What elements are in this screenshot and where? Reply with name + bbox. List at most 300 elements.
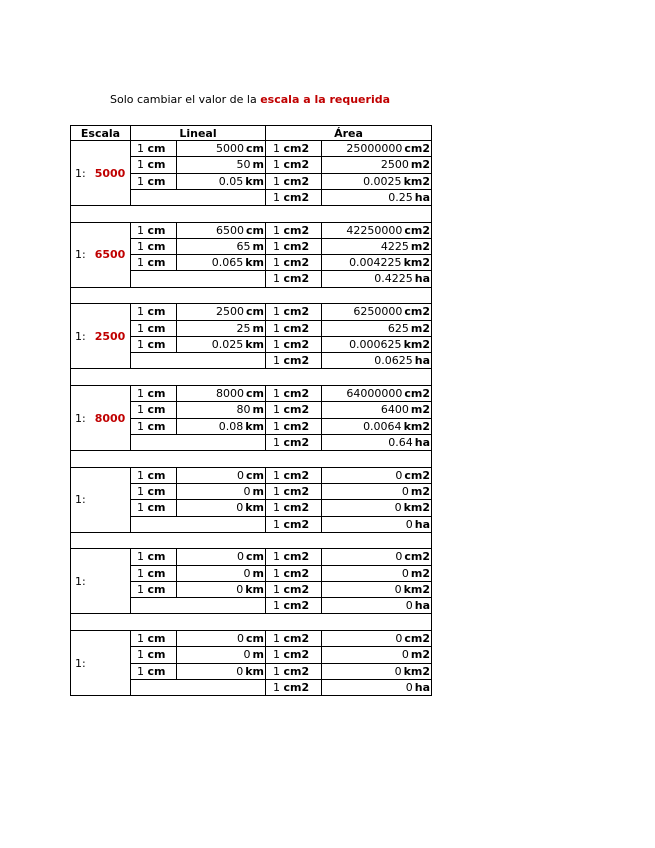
one-label: 1 — [273, 354, 280, 368]
scale-prefix: 1: — [75, 329, 86, 343]
lineal-row-km — [131, 255, 265, 271]
unit-m2-label: m2 — [410, 566, 430, 580]
unit-cm-label: cm — [147, 305, 166, 319]
unit-cm2-label: cm2 — [404, 305, 430, 319]
area-row-ha — [266, 680, 431, 696]
area-row-ha — [266, 517, 431, 533]
area-value-m2[interactable]: 6400 — [380, 403, 409, 417]
lineal-value-m[interactable]: 65 — [236, 239, 251, 253]
unit-cm-label: cm — [147, 387, 166, 401]
area-row-km2 — [266, 419, 431, 435]
unit-cm2-label: cm2 — [283, 435, 310, 449]
area-row-ha — [266, 598, 431, 614]
area-section — [266, 549, 431, 613]
unit-cm2-label: cm2 — [404, 632, 430, 646]
lineal-value-m[interactable]: 80 — [236, 403, 251, 417]
one-label: 1 — [273, 517, 280, 531]
one-label: 1 — [137, 403, 144, 417]
lineal-value-m[interactable]: 0 — [243, 485, 251, 498]
scale-value[interactable]: 6500 — [94, 248, 126, 262]
unit-km-label: km — [245, 582, 264, 596]
header-escala: Escala — [71, 126, 131, 140]
unit-km-label: km — [245, 664, 264, 678]
lineal-row-cm — [131, 304, 265, 320]
unit-cm-label: cm — [147, 158, 166, 172]
lineal-empty-row — [131, 517, 265, 533]
area-value-ha[interactable]: 0.64 — [388, 435, 413, 449]
one-label: 1 — [273, 468, 280, 482]
scale-block — [70, 386, 432, 451]
area-row-m2 — [266, 647, 431, 663]
scale-prefix: 1: — [75, 574, 86, 588]
area-row-km2 — [266, 500, 431, 516]
unit-cm-label: cm — [147, 239, 166, 253]
unit-m-label: m — [252, 158, 264, 172]
scale-cell[interactable] — [71, 223, 131, 287]
lineal-row-cm — [131, 223, 265, 239]
unit-ha-label: ha — [414, 354, 430, 368]
one-label: 1 — [137, 142, 144, 155]
unit-cm-label: cm — [147, 256, 166, 270]
header-area: Área — [334, 126, 363, 140]
one-label: 1 — [137, 582, 144, 596]
unit-km2-label: km2 — [403, 501, 430, 515]
area-value-m2[interactable]: 0 — [401, 485, 409, 498]
one-label: 1 — [137, 223, 144, 237]
unit-m2-label: m2 — [410, 239, 430, 253]
one-label: 1 — [273, 599, 280, 613]
area-section — [266, 223, 431, 287]
block-separator — [70, 369, 432, 386]
area-row-km2 — [266, 337, 431, 353]
unit-cm2-label: cm2 — [283, 354, 310, 368]
one-label: 1 — [273, 174, 280, 188]
block-separator — [70, 288, 432, 305]
unit-cm-label: cm — [147, 321, 166, 335]
unit-cm-label: cm — [147, 419, 166, 433]
scale-prefix: 1: — [75, 411, 86, 425]
one-label: 1 — [273, 403, 280, 417]
one-label: 1 — [273, 223, 280, 237]
unit-m-label: m — [252, 566, 264, 580]
one-label: 1 — [273, 305, 280, 319]
unit-km2-label: km2 — [403, 664, 430, 678]
area-value-cm2[interactable]: 64000000 — [346, 387, 403, 401]
unit-cm-label: cm — [147, 550, 166, 564]
area-value-km2[interactable]: 0.0064 — [363, 419, 402, 433]
area-value-m2[interactable]: 0 — [401, 648, 409, 662]
area-value-ha[interactable]: 0 — [405, 599, 413, 613]
area-section — [266, 141, 431, 205]
scale-cell[interactable] — [71, 304, 131, 368]
lineal-row-m — [131, 647, 265, 663]
block-separator — [70, 614, 432, 631]
unit-cm2-label: cm2 — [283, 142, 310, 155]
unit-cm-label: cm — [147, 632, 166, 646]
area-value-cm2[interactable]: 0 — [395, 550, 403, 564]
unit-cm2-label: cm2 — [404, 223, 430, 237]
lineal-section — [131, 386, 266, 450]
lineal-row-m — [131, 402, 265, 418]
lineal-row-cm — [131, 468, 265, 484]
unit-cm2-label: cm2 — [283, 239, 310, 253]
area-row-cm2 — [266, 631, 431, 647]
area-value-ha[interactable]: 0 — [405, 680, 413, 694]
lineal-value-cm[interactable]: 6500 — [216, 223, 245, 237]
lineal-section — [131, 141, 266, 205]
unit-cm2-label: cm2 — [283, 468, 310, 482]
unit-cm-label: cm — [246, 142, 264, 155]
lineal-row-km — [131, 582, 265, 598]
lineal-row-m — [131, 157, 265, 173]
scale-prefix: 1: — [75, 166, 86, 180]
scale-value[interactable]: 5000 — [94, 166, 126, 180]
instruction-text — [110, 93, 390, 106]
area-value-cm2[interactable]: 6250000 — [353, 305, 403, 319]
lineal-value-m[interactable]: 50 — [236, 158, 251, 172]
unit-cm2-label: cm2 — [283, 550, 310, 564]
one-label: 1 — [137, 174, 144, 188]
one-label: 1 — [137, 566, 144, 580]
lineal-value-cm[interactable]: 2500 — [216, 305, 245, 319]
area-value-cm2[interactable]: 0 — [395, 632, 403, 646]
unit-cm2-label: cm2 — [283, 517, 310, 531]
lineal-section — [131, 549, 266, 613]
scale-block — [70, 549, 432, 614]
area-row-cm2 — [266, 386, 431, 402]
one-label: 1 — [273, 632, 280, 646]
lineal-value-m[interactable]: 25 — [236, 321, 251, 335]
area-row-m2 — [266, 566, 431, 582]
lineal-value-cm[interactable]: 8000 — [216, 387, 245, 401]
lineal-value-km[interactable]: 0 — [236, 582, 244, 596]
unit-cm-label: cm — [147, 501, 166, 515]
unit-m2-label: m2 — [410, 321, 430, 335]
area-value-cm2[interactable]: 25000000 — [346, 142, 403, 155]
unit-km2-label: km2 — [403, 582, 430, 596]
lineal-empty-row — [131, 598, 265, 614]
area-section — [266, 631, 431, 695]
unit-cm2-label: cm2 — [283, 305, 310, 319]
unit-cm2-label: cm2 — [283, 680, 310, 694]
unit-cm-label: cm — [147, 223, 166, 237]
lineal-value-km[interactable]: 0 — [236, 501, 244, 515]
instruction-highlight: escala a la requerida — [260, 93, 391, 106]
unit-km2-label: km2 — [403, 337, 430, 351]
scale-cell[interactable] — [71, 631, 131, 695]
unit-cm2-label: cm2 — [404, 468, 430, 482]
one-label: 1 — [273, 256, 280, 270]
unit-cm2-label: cm2 — [283, 223, 310, 237]
unit-m-label: m — [252, 403, 264, 417]
one-label: 1 — [273, 387, 280, 401]
unit-ha-label: ha — [414, 599, 430, 613]
lineal-row-m — [131, 321, 265, 337]
unit-cm-label: cm — [246, 223, 264, 237]
header-lineal: Lineal — [131, 126, 266, 140]
area-value-cm2[interactable]: 42250000 — [346, 223, 403, 237]
one-label: 1 — [273, 142, 280, 155]
instruction-prefix: Solo cambiar el valor de la — [110, 93, 257, 106]
area-row-m2 — [266, 157, 431, 173]
unit-cm-label: cm — [246, 387, 264, 401]
lineal-row-m — [131, 566, 265, 582]
one-label: 1 — [137, 305, 144, 319]
area-value-m2[interactable]: 4225 — [380, 239, 409, 253]
area-row-km2 — [266, 664, 431, 680]
area-row-ha — [266, 190, 431, 206]
area-value-km2[interactable]: 0.004225 — [349, 256, 402, 270]
block-separator — [70, 533, 432, 550]
lineal-row-m — [131, 484, 265, 500]
one-label: 1 — [137, 256, 144, 270]
lineal-value-cm[interactable]: 0 — [237, 468, 245, 482]
lineal-value-cm[interactable]: 0 — [237, 632, 245, 646]
lineal-row-cm — [131, 549, 265, 565]
one-label: 1 — [273, 648, 280, 662]
unit-m2-label: m2 — [410, 403, 430, 417]
unit-cm-label: cm — [147, 142, 166, 155]
lineal-value-km[interactable]: 0.065 — [211, 256, 244, 270]
unit-cm2-label: cm2 — [283, 272, 310, 286]
lineal-row-m — [131, 239, 265, 255]
unit-cm-label: cm — [147, 566, 166, 580]
lineal-value-km[interactable]: 0.05 — [218, 174, 244, 188]
unit-km-label: km — [245, 501, 264, 515]
area-row-km2 — [266, 582, 431, 598]
lineal-empty-row — [131, 353, 265, 369]
lineal-row-cm — [131, 386, 265, 402]
area-row-cm2 — [266, 141, 431, 157]
one-label: 1 — [137, 321, 144, 335]
unit-cm2-label: cm2 — [404, 387, 430, 401]
unit-cm2-label: cm2 — [283, 664, 310, 678]
area-section — [266, 304, 431, 368]
lineal-value-km[interactable]: 0.025 — [211, 337, 244, 351]
unit-km2-label: km2 — [403, 419, 430, 433]
lineal-row-km — [131, 419, 265, 435]
area-row-cm2 — [266, 468, 431, 484]
area-value-m2[interactable]: 625 — [387, 321, 409, 335]
unit-km-label: km — [245, 337, 264, 351]
area-row-ha — [266, 435, 431, 451]
unit-km2-label: km2 — [403, 174, 430, 188]
unit-cm2-label: cm2 — [283, 256, 310, 270]
lineal-value-km[interactable]: 0.08 — [218, 419, 244, 433]
lineal-value-cm[interactable]: 5000 — [216, 142, 245, 155]
scale-block — [70, 468, 432, 533]
scale-cell[interactable] — [71, 468, 131, 532]
lineal-row-km — [131, 174, 265, 190]
area-value-ha[interactable]: 0.0625 — [374, 354, 413, 368]
unit-cm-label: cm — [147, 337, 166, 351]
unit-km2-label: km2 — [403, 256, 430, 270]
lineal-section — [131, 223, 266, 287]
one-label: 1 — [273, 501, 280, 515]
unit-cm2-label: cm2 — [283, 174, 310, 188]
scale-cell[interactable] — [71, 386, 131, 450]
one-label: 1 — [273, 321, 280, 335]
unit-m2-label: m2 — [410, 158, 430, 172]
one-label: 1 — [273, 337, 280, 351]
one-label: 1 — [273, 419, 280, 433]
one-label: 1 — [137, 239, 144, 253]
area-row-km2 — [266, 174, 431, 190]
area-value-ha[interactable]: 0 — [405, 517, 413, 531]
unit-cm2-label: cm2 — [404, 142, 430, 155]
block-separator — [70, 206, 432, 223]
one-label: 1 — [273, 485, 280, 498]
area-row-cm2 — [266, 304, 431, 320]
area-row-cm2 — [266, 549, 431, 565]
table-header — [70, 125, 432, 141]
lineal-row-cm — [131, 141, 265, 157]
unit-cm2-label: cm2 — [283, 158, 310, 172]
scale-conversion-table — [70, 125, 432, 696]
unit-cm-label: cm — [147, 648, 166, 662]
unit-m2-label: m2 — [410, 485, 430, 498]
scale-value[interactable]: 8000 — [94, 411, 126, 425]
lineal-row-cm — [131, 631, 265, 647]
unit-km-label: km — [245, 419, 264, 433]
area-row-m2 — [266, 239, 431, 255]
lineal-value-m[interactable]: 0 — [243, 566, 251, 580]
lineal-section — [131, 631, 266, 695]
unit-cm2-label: cm2 — [283, 566, 310, 580]
unit-m2-label: m2 — [410, 648, 430, 662]
unit-cm-label: cm — [147, 403, 166, 417]
unit-ha-label: ha — [414, 517, 430, 531]
one-label: 1 — [137, 501, 144, 515]
scale-value[interactable]: 2500 — [94, 329, 126, 343]
unit-cm-label: cm — [147, 485, 166, 498]
unit-cm-label: cm — [147, 468, 166, 482]
unit-km-label: km — [245, 256, 264, 270]
unit-cm2-label: cm2 — [404, 550, 430, 564]
one-label: 1 — [137, 485, 144, 498]
one-label: 1 — [273, 239, 280, 253]
area-value-km2[interactable]: 0 — [394, 501, 402, 515]
area-row-m2 — [266, 484, 431, 500]
unit-cm-label: cm — [246, 305, 264, 319]
unit-cm-label: cm — [147, 582, 166, 596]
area-value-cm2[interactable]: 0 — [395, 468, 403, 482]
one-label: 1 — [137, 387, 144, 401]
area-row-km2 — [266, 255, 431, 271]
lineal-empty-row — [131, 271, 265, 287]
unit-cm2-label: cm2 — [283, 403, 310, 417]
one-label: 1 — [137, 468, 144, 482]
one-label: 1 — [137, 158, 144, 172]
area-value-m2[interactable]: 2500 — [380, 158, 409, 172]
area-row-m2 — [266, 402, 431, 418]
unit-cm2-label: cm2 — [283, 321, 310, 335]
unit-cm2-label: cm2 — [283, 599, 310, 613]
block-separator — [70, 451, 432, 468]
one-label: 1 — [273, 582, 280, 596]
area-value-km2[interactable]: 0.000625 — [349, 337, 402, 351]
unit-cm2-label: cm2 — [283, 419, 310, 433]
one-label: 1 — [273, 190, 280, 204]
unit-ha-label: ha — [414, 272, 430, 286]
unit-ha-label: ha — [414, 190, 430, 204]
one-label: 1 — [137, 632, 144, 646]
area-row-ha — [266, 271, 431, 287]
unit-cm2-label: cm2 — [283, 501, 310, 515]
lineal-value-km[interactable]: 0 — [236, 664, 244, 678]
unit-m-label: m — [252, 648, 264, 662]
lineal-value-m[interactable]: 0 — [243, 648, 251, 662]
area-row-ha — [266, 353, 431, 369]
scale-block — [70, 631, 432, 696]
unit-cm2-label: cm2 — [283, 387, 310, 401]
one-label: 1 — [273, 272, 280, 286]
area-value-km2[interactable]: 0.0025 — [363, 174, 402, 188]
lineal-section — [131, 304, 266, 368]
area-value-km2[interactable]: 0 — [394, 582, 402, 596]
one-label: 1 — [137, 550, 144, 564]
one-label: 1 — [273, 664, 280, 678]
scale-cell[interactable] — [71, 549, 131, 613]
lineal-row-km — [131, 337, 265, 353]
unit-cm-label: cm — [147, 174, 166, 188]
one-label: 1 — [273, 550, 280, 564]
unit-ha-label: ha — [414, 435, 430, 449]
unit-cm2-label: cm2 — [283, 582, 310, 596]
unit-m-label: m — [252, 485, 264, 498]
one-label: 1 — [273, 158, 280, 172]
unit-cm-label: cm — [147, 664, 166, 678]
scale-block — [70, 141, 432, 206]
one-label: 1 — [137, 337, 144, 351]
one-label: 1 — [137, 419, 144, 433]
area-row-cm2 — [266, 223, 431, 239]
lineal-row-km — [131, 500, 265, 516]
unit-cm-label: cm — [246, 468, 264, 482]
one-label: 1 — [273, 680, 280, 694]
one-label: 1 — [137, 664, 144, 678]
unit-ha-label: ha — [414, 680, 430, 694]
area-value-m2[interactable]: 0 — [401, 566, 409, 580]
unit-cm2-label: cm2 — [283, 648, 310, 662]
area-section — [266, 386, 431, 450]
scale-prefix: 1: — [75, 493, 86, 507]
unit-cm-label: cm — [246, 550, 264, 564]
unit-cm2-label: cm2 — [283, 190, 310, 204]
area-section — [266, 468, 431, 532]
area-value-ha[interactable]: 0.4225 — [374, 272, 413, 286]
scale-block — [70, 223, 432, 288]
unit-cm2-label: cm2 — [283, 632, 310, 646]
scale-cell[interactable] — [71, 141, 131, 205]
scale-prefix: 1: — [75, 656, 86, 670]
lineal-empty-row — [131, 435, 265, 451]
unit-km-label: km — [245, 174, 264, 188]
unit-m-label: m — [252, 321, 264, 335]
one-label: 1 — [273, 566, 280, 580]
lineal-section — [131, 468, 266, 532]
unit-m-label: m — [252, 239, 264, 253]
scale-block — [70, 304, 432, 369]
one-label: 1 — [273, 435, 280, 449]
lineal-empty-row — [131, 680, 265, 696]
lineal-value-cm[interactable]: 0 — [237, 550, 245, 564]
unit-cm2-label: cm2 — [283, 485, 310, 498]
one-label: 1 — [137, 648, 144, 662]
area-value-km2[interactable]: 0 — [394, 664, 402, 678]
lineal-empty-row — [131, 190, 265, 206]
area-value-ha[interactable]: 0.25 — [388, 190, 413, 204]
